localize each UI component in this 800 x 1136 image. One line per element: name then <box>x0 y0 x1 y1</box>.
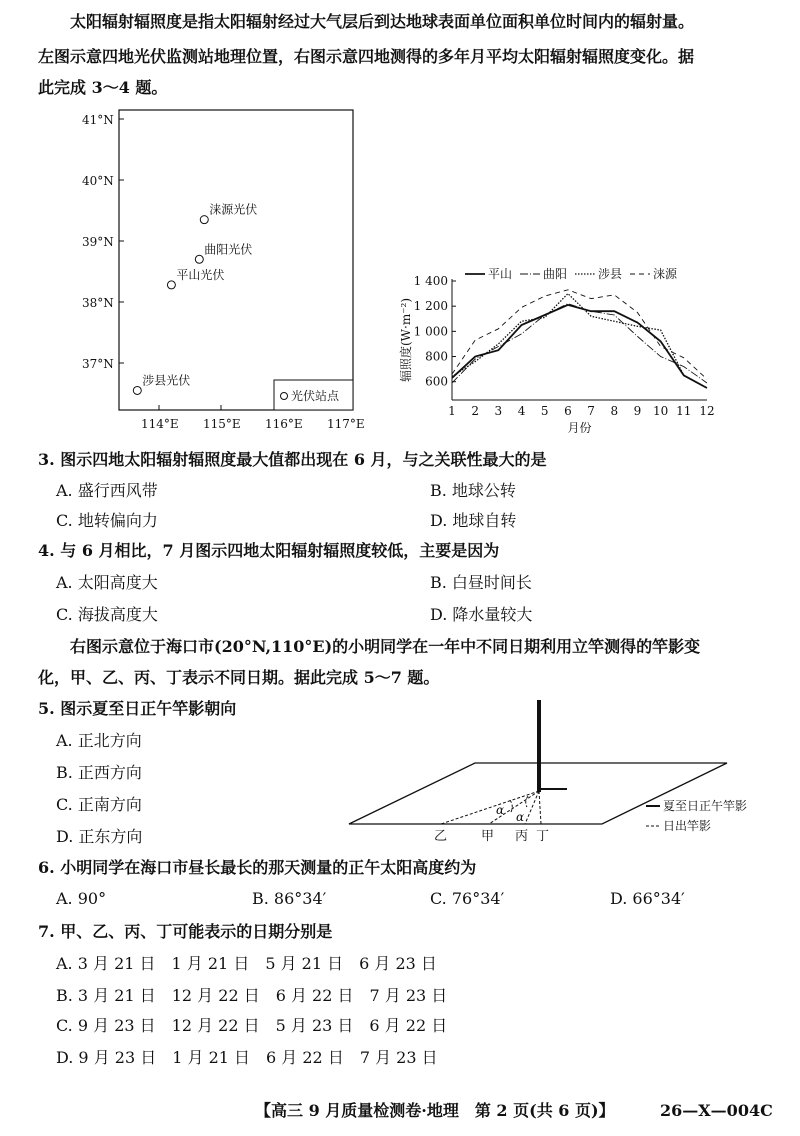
q5-option-d[interactable]: D. 正东方向 <box>56 827 143 846</box>
q7-option-d[interactable]: D. 9 月 23 日 1 月 21 日 6 月 22 日 7 月 23 日 <box>56 1048 438 1067</box>
legend-station-marker <box>281 393 288 400</box>
legend-solid: 夏至日正午竿影 <box>663 799 748 813</box>
y-tick-label: 1 200 <box>413 299 448 314</box>
x-tick-label: 11 <box>676 404 692 418</box>
footer-code: 26—X—004C <box>660 1101 773 1120</box>
lon-tick-label: 116°E <box>265 417 303 431</box>
q4-option-a[interactable]: A. 太阳高度大 <box>56 573 158 592</box>
x-tick-label: 6 <box>564 404 572 418</box>
x-tick-label: 10 <box>652 404 669 418</box>
y-tick-label: 800 <box>425 349 448 364</box>
x-tick-label: 3 <box>494 404 503 418</box>
q7-option-a[interactable]: A. 3 月 21 日 1 月 21 日 5 月 21 日 6 月 23 日 <box>56 954 437 973</box>
footer-title: 【高三 9 月质量检测卷·地理 第 2 页(共 6 页)】 <box>255 1101 615 1120</box>
x-axis-title: 月份 <box>567 421 592 435</box>
pole-shadow-diagram <box>300 690 780 850</box>
q3-stem: 3. 图示四地太阳辐射辐照度最大值都出现在 6 月，与之关联性最大的是 <box>38 450 547 469</box>
q7-option-c[interactable]: C. 9 月 23 日 12 月 22 日 5 月 23 日 6 月 22 日 <box>56 1016 448 1035</box>
station-marker <box>195 255 203 263</box>
q7-option-b[interactable]: B. 3 月 21 日 12 月 22 日 6 月 22 日 7 月 23 日 <box>56 986 448 1005</box>
station-marker <box>200 216 208 224</box>
q4-stem: 4. 与 6 月相比，7 月图示四地太阳辐射辐照度较低，主要是因为 <box>38 541 500 560</box>
station-marker <box>167 281 175 289</box>
series-line-涞源 <box>452 290 707 379</box>
map-legend-label: 光伏站点 <box>291 389 340 403</box>
label-jia: 甲 <box>481 829 495 844</box>
legend-label: 平山 <box>488 267 513 281</box>
y-tick-label: 1 000 <box>413 324 448 339</box>
station-marker <box>133 386 141 394</box>
intro-line: 左图示意四地光伏监测站地理位置，右图示意四地测得的多年月平均太阳辐射辐照度变化。据 <box>38 47 695 66</box>
y-tick-label: 1 400 <box>413 274 448 288</box>
label-bing: 丙 <box>515 829 529 844</box>
q3-option-d[interactable]: D. 地球自转 <box>430 511 517 530</box>
lat-tick-label: 39°N <box>82 235 114 249</box>
q5-stem: 5. 图示夏至日正午竿影朝向 <box>38 699 237 718</box>
q6-stem: 6. 小明同学在海口市昼长最长的那天测量的正午太阳高度约为 <box>38 858 477 877</box>
lat-tick-label: 41°N <box>82 113 114 127</box>
q5-option-b[interactable]: B. 正西方向 <box>56 763 142 782</box>
q6-option-c[interactable]: C. 76°34′ <box>430 889 505 908</box>
legend-dashed: 日出竿影 <box>663 819 712 833</box>
lat-tick-label: 37°N <box>82 357 114 371</box>
lon-tick-label: 115°E <box>203 417 241 431</box>
series-line-曲阳 <box>452 304 707 383</box>
y-tick-label: 600 <box>425 374 448 389</box>
q6-option-d[interactable]: D. 66°34′ <box>610 889 685 908</box>
x-tick-label: 9 <box>633 404 642 418</box>
x-tick-label: 12 <box>699 404 715 418</box>
y-axis-title: 辐照度(W·m⁻²) <box>399 297 413 383</box>
lon-tick-label: 114°E <box>141 417 179 431</box>
q6-option-a[interactable]: A. 90° <box>56 889 107 908</box>
station-label: 平山光伏 <box>176 267 225 282</box>
lat-tick-label: 40°N <box>82 174 114 188</box>
q4-option-b[interactable]: B. 白昼时间长 <box>430 573 532 592</box>
intro2-line: 化，甲、乙、丙、丁表示不同日期。据此完成 5～7 题。 <box>38 668 440 687</box>
q7-stem: 7. 甲、乙、丙、丁可能表示的日期分别是 <box>38 922 333 941</box>
alpha-label: α <box>496 803 505 817</box>
x-tick-label: 7 <box>587 404 595 418</box>
station-label: 涞源光伏 <box>209 202 258 217</box>
lon-tick-label: 117°E <box>327 417 365 431</box>
label-ding: 丁 <box>536 829 550 844</box>
sunrise-shadows <box>441 791 541 824</box>
q4-option-c[interactable]: C. 海拔高度大 <box>56 605 158 624</box>
x-tick-label: 8 <box>610 404 619 418</box>
q5-option-a[interactable]: A. 正北方向 <box>56 731 142 750</box>
intro-line: 太阳辐射辐照度是指太阳辐射经过大气层后到达地球表面单位面积单位时间内的辐射量。 <box>70 12 695 31</box>
station-label: 涉县光伏 <box>142 373 191 388</box>
map-frame <box>119 110 353 410</box>
intro-line: 此完成 3～4 题。 <box>38 78 168 97</box>
legend-label: 涉县 <box>598 267 623 281</box>
q3-option-a[interactable]: A. 盛行西风带 <box>56 481 158 500</box>
legend-label: 涞源 <box>653 267 678 281</box>
irradiance-line-chart <box>390 260 790 440</box>
station-location-map <box>0 100 380 440</box>
q3-option-b[interactable]: B. 地球公转 <box>430 481 516 500</box>
x-tick-label: 2 <box>471 404 480 418</box>
x-tick-label: 5 <box>540 404 549 418</box>
q5-option-c[interactable]: C. 正南方向 <box>56 795 142 814</box>
legend-label: 曲阳 <box>543 267 568 281</box>
intro2-line: 右图示意位于海口市(20°N,110°E)的小明同学在一年中不同日期利用立竿测得的竿影变 <box>70 637 701 656</box>
q3-option-c[interactable]: C. 地转偏向力 <box>56 511 158 530</box>
q6-option-b[interactable]: B. 86°34′ <box>252 889 327 908</box>
lat-tick-label: 38°N <box>82 296 114 310</box>
q4-option-d[interactable]: D. 降水量较大 <box>430 605 533 624</box>
x-tick-label: 1 <box>448 404 456 418</box>
alpha-label: α <box>516 810 525 824</box>
station-label: 曲阳光伏 <box>204 242 253 257</box>
label-yi: 乙 <box>434 829 448 844</box>
x-tick-label: 4 <box>517 404 526 418</box>
